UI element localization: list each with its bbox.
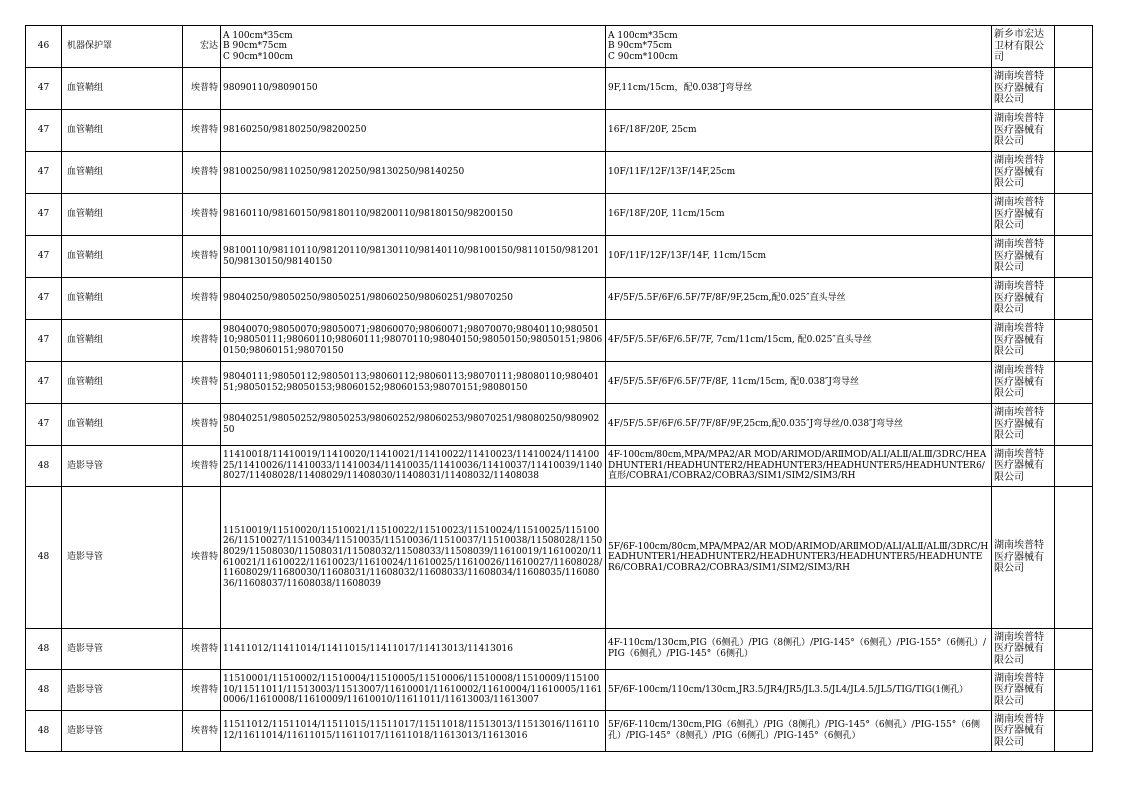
product-name: 血管鞘组 [62, 110, 183, 152]
blank-cell [1055, 194, 1093, 236]
specification: 16F/18F/20F, 11cm/15cm [606, 194, 992, 236]
brand: 埃普特 [183, 362, 221, 404]
model-numbers: 98040250/98050250/98050251/98060250/98060251/98070250 [221, 278, 606, 320]
specification: 4F/5F/5.5F/6F/6.5F/7F/8F, 11cm/15cm, 配0.038″J弯导丝 [606, 362, 992, 404]
specification: 10F/11F/12F/13F/14F, 11cm/15cm [606, 236, 992, 278]
brand: 埃普特 [183, 278, 221, 320]
blank-cell [1055, 446, 1093, 487]
manufacturer: 湖南埃普特医疗器械有限公司 [992, 487, 1055, 629]
model-numbers: 98040070;98050070;98050071;98060070;98060071;98070070;98040110;98050110;98050111;98060110;98060111;98070110;98040150;98050150;98050151;98060150;98060151;98070150 [221, 320, 606, 362]
product-name: 血管鞘组 [62, 152, 183, 194]
specification: 16F/18F/20F, 25cm [606, 110, 992, 152]
table-row [26, 487, 1093, 629]
manufacturer: 湖南埃普特医疗器械有限公司 [992, 278, 1055, 320]
model-numbers: 98100250/98110250/98120250/98130250/98140250 [221, 152, 606, 194]
product-name: 血管鞘组 [62, 278, 183, 320]
blank-cell [1055, 26, 1093, 68]
brand: 埃普特 [183, 320, 221, 362]
specification: 10F/11F/12F/13F/14F,25cm [606, 152, 992, 194]
specification: 4F/5F/5.5F/6F/6.5F/7F, 7cm/11cm/15cm, 配0.025″直头导丝 [606, 320, 992, 362]
model-numbers: 98160110/98160150/98180110/98200110/98180150/98200150 [221, 194, 606, 236]
blank-cell [1055, 404, 1093, 446]
manufacturer: 湖南埃普特医疗器械有限公司 [992, 404, 1055, 446]
brand: 宏达 [183, 26, 221, 68]
manufacturer: 湖南埃普特医疗器械有限公司 [992, 320, 1055, 362]
manufacturer: 湖南埃普特医疗器械有限公司 [992, 236, 1055, 278]
product-name: 造影导管 [62, 446, 183, 487]
table-row [26, 194, 1093, 236]
row-number: 47 [26, 404, 62, 446]
manufacturer: 湖南埃普特医疗器械有限公司 [992, 152, 1055, 194]
blank-cell [1055, 487, 1093, 629]
table-row [26, 320, 1093, 362]
row-number: 47 [26, 320, 62, 362]
product-name: 造影导管 [62, 629, 183, 670]
manufacturer: 湖南埃普特医疗器械有限公司 [992, 194, 1055, 236]
row-number: 47 [26, 110, 62, 152]
brand: 埃普特 [183, 711, 221, 752]
table-row [26, 26, 1093, 68]
manufacturer: 湖南埃普特医疗器械有限公司 [992, 670, 1055, 711]
brand: 埃普特 [183, 236, 221, 278]
model-numbers: 98040111;98050112;98050113;98060112;98060113;98070111;98080110;98040151;98050152;98050153;98060152;98060153;98070151;98080150 [221, 362, 606, 404]
product-name: 机器保护罩 [62, 26, 183, 68]
model-numbers: 98100110/98110110/98120110/98130110/98140110/98100150/98110150/98120150/98130150/98140150 [221, 236, 606, 278]
row-number: 47 [26, 278, 62, 320]
manufacturer: 湖南埃普特医疗器械有限公司 [992, 110, 1055, 152]
manufacturer: 新乡市宏达卫材有限公司 [992, 26, 1055, 68]
product-table [25, 25, 1093, 752]
table-row [26, 711, 1093, 752]
blank-cell [1055, 278, 1093, 320]
specification: 4F-110cm/130cm,PIG（6侧孔）/PIG（8侧孔）/PIG-145°（6侧孔）/PIG-155°（6侧孔）/PIG（6侧孔）/PIG-145°（6侧孔） [606, 629, 992, 670]
product-name: 造影导管 [62, 670, 183, 711]
product-name: 血管鞘组 [62, 236, 183, 278]
model-numbers: 11511012/11511014/11511015/11511017/11511018/11513013/11513016/11611012/11611014/11611015/11611017/11611018/11613013/11613016 [221, 711, 606, 752]
blank-cell [1055, 68, 1093, 110]
table-row [26, 236, 1093, 278]
table-row [26, 152, 1093, 194]
manufacturer: 湖南埃普特医疗器械有限公司 [992, 711, 1055, 752]
brand: 埃普特 [183, 194, 221, 236]
brand: 埃普特 [183, 110, 221, 152]
brand: 埃普特 [183, 487, 221, 629]
product-name: 造影导管 [62, 487, 183, 629]
manufacturer: 湖南埃普特医疗器械有限公司 [992, 68, 1055, 110]
brand: 埃普特 [183, 629, 221, 670]
blank-cell [1055, 320, 1093, 362]
model-numbers: 11410018/11410019/11410020/11410021/11410022/11410023/11410024/11410025/11410026/11410033/11410034/11410035/11410036/11410037/11410039/11408027/11408028/11408029/11408030/11408031/11408032/11408038 [221, 446, 606, 487]
row-number: 48 [26, 487, 62, 629]
model-numbers: 11510019/11510020/11510021/11510022/11510023/11510024/11510025/11510026/11510027/11510034/11510035/11510036/11510037/11510038/11508028/11508029/11508030/11508031/11508032/11508033/11508039/11610019/11610020/11610021/11610022/11610023/11610024/11610025/11610026/11610027/11608028/11608029/11680030/11608031/11608032/11608033/11608034/11608035/11608036/11608037/11608038/11608039 [221, 487, 606, 629]
model-numbers: 98160250/98180250/98200250 [221, 110, 606, 152]
product-name: 血管鞘组 [62, 68, 183, 110]
row-number: 47 [26, 194, 62, 236]
model-numbers: A 100cm*35cm B 90cm*75cm C 90cm*100cm [221, 26, 606, 68]
table-row [26, 670, 1093, 711]
table-row [26, 404, 1093, 446]
specification: 9F,11cm/15cm，配0.038″J弯导丝 [606, 68, 992, 110]
brand: 埃普特 [183, 152, 221, 194]
blank-cell [1055, 711, 1093, 752]
row-number: 47 [26, 68, 62, 110]
table-row [26, 110, 1093, 152]
brand: 埃普特 [183, 404, 221, 446]
row-number: 47 [26, 236, 62, 278]
manufacturer: 湖南埃普特医疗器械有限公司 [992, 446, 1055, 487]
product-name: 血管鞘组 [62, 194, 183, 236]
specification: 5F/6F-100cm/110cm/130cm,JR3.5/JR4/JR5/JL3.5/JL4/JL4.5/JL5/TIG/TIG(1侧孔） [606, 670, 992, 711]
product-name: 血管鞘组 [62, 404, 183, 446]
specification: 5F/6F-100cm/80cm,MPA/MPA2/AR MOD/ARⅠMOD/ARⅡMOD/ALⅠ/ALⅡ/ALⅢ/3DRC/HEADHUNTER1/HEADHUNTER2/HEADHUNTER3/HEADHUNTER5/HEADHUNTER6/COBRA1/COBRA2/COBRA3/SIM1/SIM2/SIM3/RH [606, 487, 992, 629]
brand: 埃普特 [183, 446, 221, 487]
row-number: 48 [26, 446, 62, 487]
row-number: 47 [26, 152, 62, 194]
row-number: 46 [26, 26, 62, 68]
model-numbers: 98040251/98050252/98050253/98060252/98060253/98070251/98080250/98090250 [221, 404, 606, 446]
blank-cell [1055, 670, 1093, 711]
model-numbers: 98090110/98090150 [221, 68, 606, 110]
row-number: 48 [26, 670, 62, 711]
model-numbers: 11411012/11411014/11411015/11411017/11413013/11413016 [221, 629, 606, 670]
row-number: 48 [26, 711, 62, 752]
product-name: 造影导管 [62, 711, 183, 752]
blank-cell [1055, 236, 1093, 278]
product-name: 血管鞘组 [62, 362, 183, 404]
blank-cell [1055, 110, 1093, 152]
table-row [26, 629, 1093, 670]
row-number: 48 [26, 629, 62, 670]
brand: 埃普特 [183, 670, 221, 711]
brand: 埃普特 [183, 68, 221, 110]
specification: 4F/5F/5.5F/6F/6.5F/7F/8F/9F,25cm,配0.035″J弯导丝/0.038″J弯导丝 [606, 404, 992, 446]
table-row [26, 446, 1093, 487]
table-row [26, 362, 1093, 404]
row-number: 47 [26, 362, 62, 404]
table-row [26, 68, 1093, 110]
blank-cell [1055, 152, 1093, 194]
specification: 5F/6F-110cm/130cm,PIG（6侧孔）/PIG（8侧孔）/PIG-145°（6侧孔）/PIG-155°（6侧孔）/PIG-145°（8侧孔）/PIG（6侧孔）/PIG-145°（6侧孔） [606, 711, 992, 752]
blank-cell [1055, 362, 1093, 404]
specification: 4F/5F/5.5F/6F/6.5F/7F/8F/9F,25cm,配0.025″直头导丝 [606, 278, 992, 320]
manufacturer: 湖南埃普特医疗器械有限公司 [992, 362, 1055, 404]
model-numbers: 11510001/11510002/11510004/11510005/11510006/11510008/11510009/11510010/11511011/11513003/11513007/11610001/11610002/11610004/11610005/11610006/11610008/11610009/11610010/11611011/11613003/11613007 [221, 670, 606, 711]
product-name: 血管鞘组 [62, 320, 183, 362]
manufacturer: 湖南埃普特医疗器械有限公司 [992, 629, 1055, 670]
table-row [26, 278, 1093, 320]
specification: 4F-100cm/80cm,MPA/MPA2/AR MOD/ARⅠMOD/ARⅡMOD/ALⅠ/ALⅡ/ALⅢ/3DRC/HEADHUNTER1/HEADHUNTER2/HEADHUNTER3/HEADHUNTER5/HEADHUNTER6/直形/COBRA1/COBRA2/COBRA3/SIM1/SIM2/SIM3/RH [606, 446, 992, 487]
blank-cell [1055, 629, 1093, 670]
specification: A 100cm*35cm B 90cm*75cm C 90cm*100cm [606, 26, 992, 68]
